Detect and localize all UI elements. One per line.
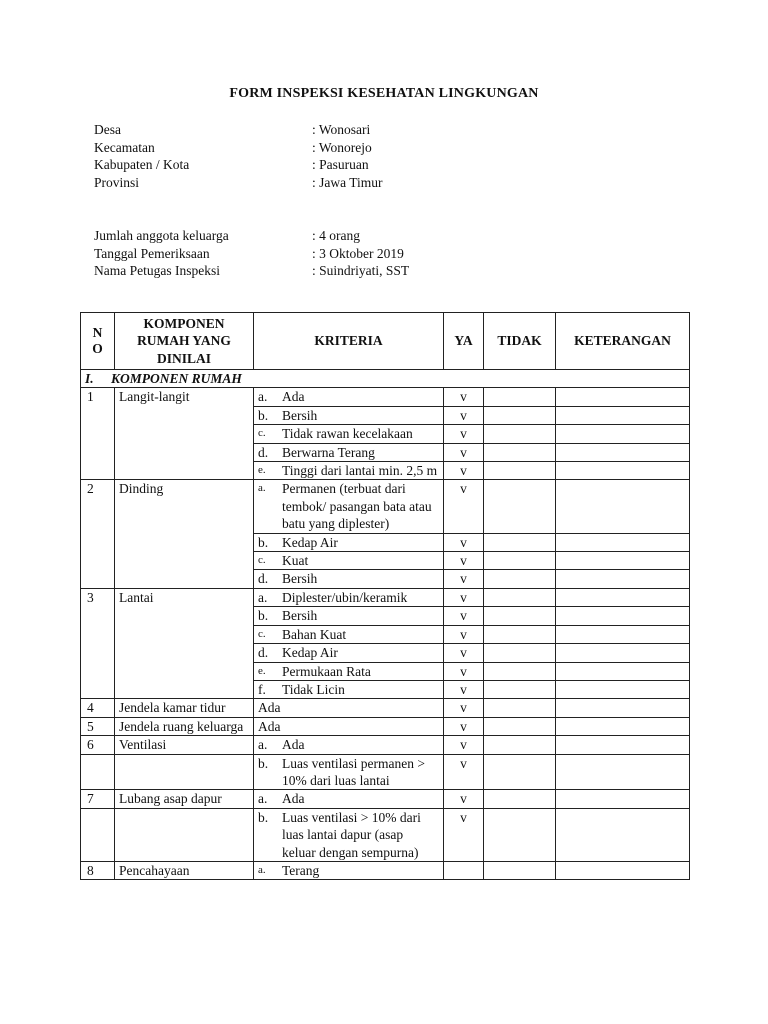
table-row: [81, 808, 690, 861]
info-row-kecamatan: [94, 139, 694, 157]
row-component: Lantai: [115, 588, 254, 698]
row-ya-check: v: [444, 717, 484, 735]
criteria-text: Kedap Air: [282, 645, 338, 661]
row-keterangan: [556, 717, 690, 735]
row-criteria: [254, 790, 444, 808]
row-criteria: [254, 443, 444, 461]
criteria-text: Luas ventilasi > 10% dari luas lantai dapur (asap keluar dengan sempurna): [282, 809, 421, 860]
table-row: [81, 736, 690, 754]
row-no: [81, 808, 115, 861]
criteria-letter: a.: [258, 389, 268, 405]
exam-info: [94, 227, 694, 280]
row-keterangan: [556, 462, 690, 480]
row-ya-check: v: [444, 406, 484, 424]
section-row: [81, 370, 690, 388]
row-criteria: [254, 754, 444, 790]
info-label: Nama Petugas Inspeksi: [94, 263, 220, 278]
criteria-letter: f.: [258, 681, 266, 697]
header-no: N O: [81, 313, 115, 370]
row-ya-check: v: [444, 790, 484, 808]
info-value: : Wonorejo: [312, 139, 372, 155]
criteria-text: Tidak Licin: [282, 681, 345, 697]
row-criteria: [254, 662, 444, 680]
row-ya-check: v: [444, 644, 484, 662]
row-no: 2: [81, 480, 115, 588]
criteria-letter: a.: [258, 589, 268, 605]
row-criteria: [254, 861, 444, 879]
row-keterangan: [556, 533, 690, 551]
row-criteria: [254, 680, 444, 698]
criteria-letter: c.: [258, 627, 266, 640]
criteria-text: Ada: [258, 718, 281, 734]
row-tidak-check: [484, 607, 556, 625]
row-ya-check: v: [444, 570, 484, 588]
criteria-text: Bersih: [282, 608, 318, 624]
row-criteria: [254, 607, 444, 625]
table-row: [81, 480, 690, 533]
row-tidak-check: [484, 808, 556, 861]
header-kriteria: KRITERIA: [254, 313, 444, 370]
row-tidak-check: [484, 625, 556, 643]
criteria-letter: b.: [258, 809, 269, 825]
row-ya-check: v: [444, 588, 484, 606]
row-tidak-check: [484, 662, 556, 680]
row-keterangan: [556, 736, 690, 754]
row-no: 4: [81, 699, 115, 717]
row-ya-check: v: [444, 680, 484, 698]
section-title: KOMPONEN RUMAH: [111, 371, 242, 386]
criteria-text: Berwarna Terang: [282, 444, 375, 460]
row-keterangan: [556, 607, 690, 625]
info-label: Tanggal Pemeriksaan: [94, 245, 210, 261]
info-label: Desa: [94, 122, 121, 137]
row-criteria: [254, 406, 444, 424]
criteria-letter: b.: [258, 407, 269, 423]
criteria-letter: d.: [258, 444, 269, 460]
row-ya-check: [444, 861, 484, 879]
info-label: Jumlah anggota keluarga: [94, 228, 229, 243]
criteria-text: Tinggi dari lantai min. 2,5 m: [282, 463, 438, 479]
row-keterangan: [556, 680, 690, 698]
row-tidak-check: [484, 406, 556, 424]
row-no: 3: [81, 588, 115, 698]
row-ya-check: v: [444, 662, 484, 680]
criteria-letter: b.: [258, 608, 269, 624]
table-body: [81, 370, 690, 880]
row-criteria: [254, 699, 444, 717]
row-criteria: [254, 552, 444, 570]
criteria-letter: e.: [258, 464, 266, 477]
row-ya-check: v: [444, 388, 484, 406]
table-header-row: [81, 313, 690, 370]
row-keterangan: [556, 861, 690, 879]
row-tidak-check: [484, 552, 556, 570]
row-keterangan: [556, 570, 690, 588]
row-keterangan: [556, 588, 690, 606]
criteria-text: Bersih: [282, 407, 318, 423]
row-component: Jendela kamar tidur: [115, 699, 254, 717]
criteria-text: Kuat: [282, 553, 309, 569]
criteria-letter: b.: [258, 534, 269, 550]
row-tidak-check: [484, 699, 556, 717]
row-criteria: [254, 736, 444, 754]
row-ya-check: v: [444, 808, 484, 861]
criteria-text: Ada: [282, 791, 305, 807]
form-title: FORM INSPEKSI KESEHATAN LINGKUNGAN: [229, 86, 539, 101]
header-ya: YA: [444, 313, 484, 370]
row-keterangan: [556, 808, 690, 861]
row-tidak-check: [484, 717, 556, 735]
header-komponen: KOMPONEN RUMAH YANG DINILAI: [115, 313, 254, 370]
row-no: 5: [81, 717, 115, 735]
criteria-text: Luas ventilasi permanen > 10% dari luas lantai: [282, 755, 425, 788]
info-row-petugas: [94, 262, 694, 280]
info-row-provinsi: [94, 174, 694, 192]
row-tidak-check: [484, 588, 556, 606]
row-tidak-check: [484, 736, 556, 754]
row-criteria: [254, 480, 444, 533]
row-keterangan: [556, 790, 690, 808]
row-ya-check: v: [444, 736, 484, 754]
criteria-letter: e.: [258, 664, 266, 677]
criteria-text: Ada: [258, 700, 281, 716]
row-no: 8: [81, 861, 115, 879]
criteria-letter: c.: [258, 554, 266, 567]
row-criteria: [254, 533, 444, 551]
row-criteria: [254, 808, 444, 861]
row-keterangan: [556, 625, 690, 643]
criteria-text: Bersih: [282, 571, 318, 587]
row-keterangan: [556, 552, 690, 570]
criteria-text: Terang: [282, 862, 320, 878]
row-no: 6: [81, 736, 115, 754]
row-criteria: [254, 570, 444, 588]
info-row-jumlah-anggota: [94, 227, 694, 245]
criteria-letter: a.: [258, 482, 266, 495]
row-component: [115, 754, 254, 790]
criteria-text: Diplester/ubin/keramik: [282, 589, 408, 605]
row-no: 1: [81, 388, 115, 480]
row-keterangan: [556, 388, 690, 406]
row-keterangan: [556, 425, 690, 443]
info-label: Kecamatan: [94, 139, 155, 155]
table-row: [81, 754, 690, 790]
criteria-letter: a.: [258, 737, 268, 753]
table-row: [81, 699, 690, 717]
row-component: Jendela ruang keluarga: [115, 717, 254, 735]
row-component: Dinding: [115, 480, 254, 588]
header-tidak: TIDAK: [484, 313, 556, 370]
row-criteria: [254, 425, 444, 443]
row-component: Pencahayaan: [115, 861, 254, 879]
row-tidak-check: [484, 462, 556, 480]
info-value: : 3 Oktober 2019: [312, 245, 404, 261]
info-row-tanggal: [94, 245, 694, 263]
row-component: [115, 808, 254, 861]
row-ya-check: v: [444, 552, 484, 570]
row-tidak-check: [484, 644, 556, 662]
row-component: Ventilasi: [115, 736, 254, 754]
row-tidak-check: [484, 680, 556, 698]
table-row: [81, 717, 690, 735]
row-keterangan: [556, 443, 690, 461]
row-tidak-check: [484, 861, 556, 879]
info-value: : Wonosari: [312, 122, 371, 137]
row-component: Langit-langit: [115, 388, 254, 480]
section-roman: I.: [85, 371, 94, 386]
row-no: 7: [81, 790, 115, 808]
row-keterangan: [556, 406, 690, 424]
criteria-text: Permukaan Rata: [282, 663, 371, 679]
criteria-text: Kedap Air: [282, 534, 338, 550]
row-ya-check: v: [444, 425, 484, 443]
row-keterangan: [556, 699, 690, 717]
row-criteria: [254, 462, 444, 480]
row-ya-check: v: [444, 443, 484, 461]
row-tidak-check: [484, 480, 556, 533]
criteria-text: Permanen (terbuat dari tembok/ pasangan bata atau batu yang diplester): [282, 481, 432, 532]
criteria-letter: b.: [258, 755, 269, 771]
criteria-letter: d.: [258, 571, 269, 587]
row-no: [81, 754, 115, 790]
info-value: : Suindriyati, SST: [312, 263, 410, 278]
section-cell: [81, 370, 690, 388]
info-value: : Jawa Timur: [312, 174, 383, 190]
criteria-letter: d.: [258, 645, 269, 661]
table-row: [81, 588, 690, 606]
criteria-text: Tidak rawan kecelakaan: [282, 426, 413, 442]
info-label: Provinsi: [94, 174, 140, 190]
row-keterangan: [556, 754, 690, 790]
criteria-text: Ada: [282, 737, 305, 753]
criteria-text: Ada: [282, 389, 305, 405]
row-criteria: [254, 717, 444, 735]
inspection-table: [80, 312, 690, 880]
row-tidak-check: [484, 570, 556, 588]
row-ya-check: v: [444, 480, 484, 533]
table-row: [81, 861, 690, 879]
info-value: : Pasuruan: [312, 157, 369, 172]
row-ya-check: v: [444, 699, 484, 717]
criteria-letter: a.: [258, 863, 266, 876]
header-keterangan: KETERANGAN: [556, 313, 690, 370]
row-tidak-check: [484, 425, 556, 443]
row-tidak-check: [484, 754, 556, 790]
table-row: [81, 388, 690, 406]
row-tidak-check: [484, 533, 556, 551]
criteria-letter: c.: [258, 427, 266, 440]
row-criteria: [254, 625, 444, 643]
info-value: : 4 orang: [312, 228, 360, 243]
row-ya-check: v: [444, 533, 484, 551]
row-keterangan: [556, 644, 690, 662]
info-row-kabupaten: [94, 156, 694, 174]
info-label: Kabupaten / Kota: [94, 157, 190, 172]
row-tidak-check: [484, 790, 556, 808]
row-ya-check: v: [444, 754, 484, 790]
row-ya-check: v: [444, 625, 484, 643]
row-criteria: [254, 588, 444, 606]
row-ya-check: v: [444, 607, 484, 625]
row-keterangan: [556, 480, 690, 533]
row-keterangan: [556, 662, 690, 680]
table-row: [81, 790, 690, 808]
row-criteria: [254, 644, 444, 662]
row-component: Lubang asap dapur: [115, 790, 254, 808]
location-info: [94, 121, 694, 191]
row-ya-check: v: [444, 462, 484, 480]
criteria-letter: a.: [258, 791, 268, 807]
info-row-desa: [94, 121, 694, 139]
criteria-text: Bahan Kuat: [282, 626, 347, 642]
row-tidak-check: [484, 443, 556, 461]
row-criteria: [254, 388, 444, 406]
row-tidak-check: [484, 388, 556, 406]
